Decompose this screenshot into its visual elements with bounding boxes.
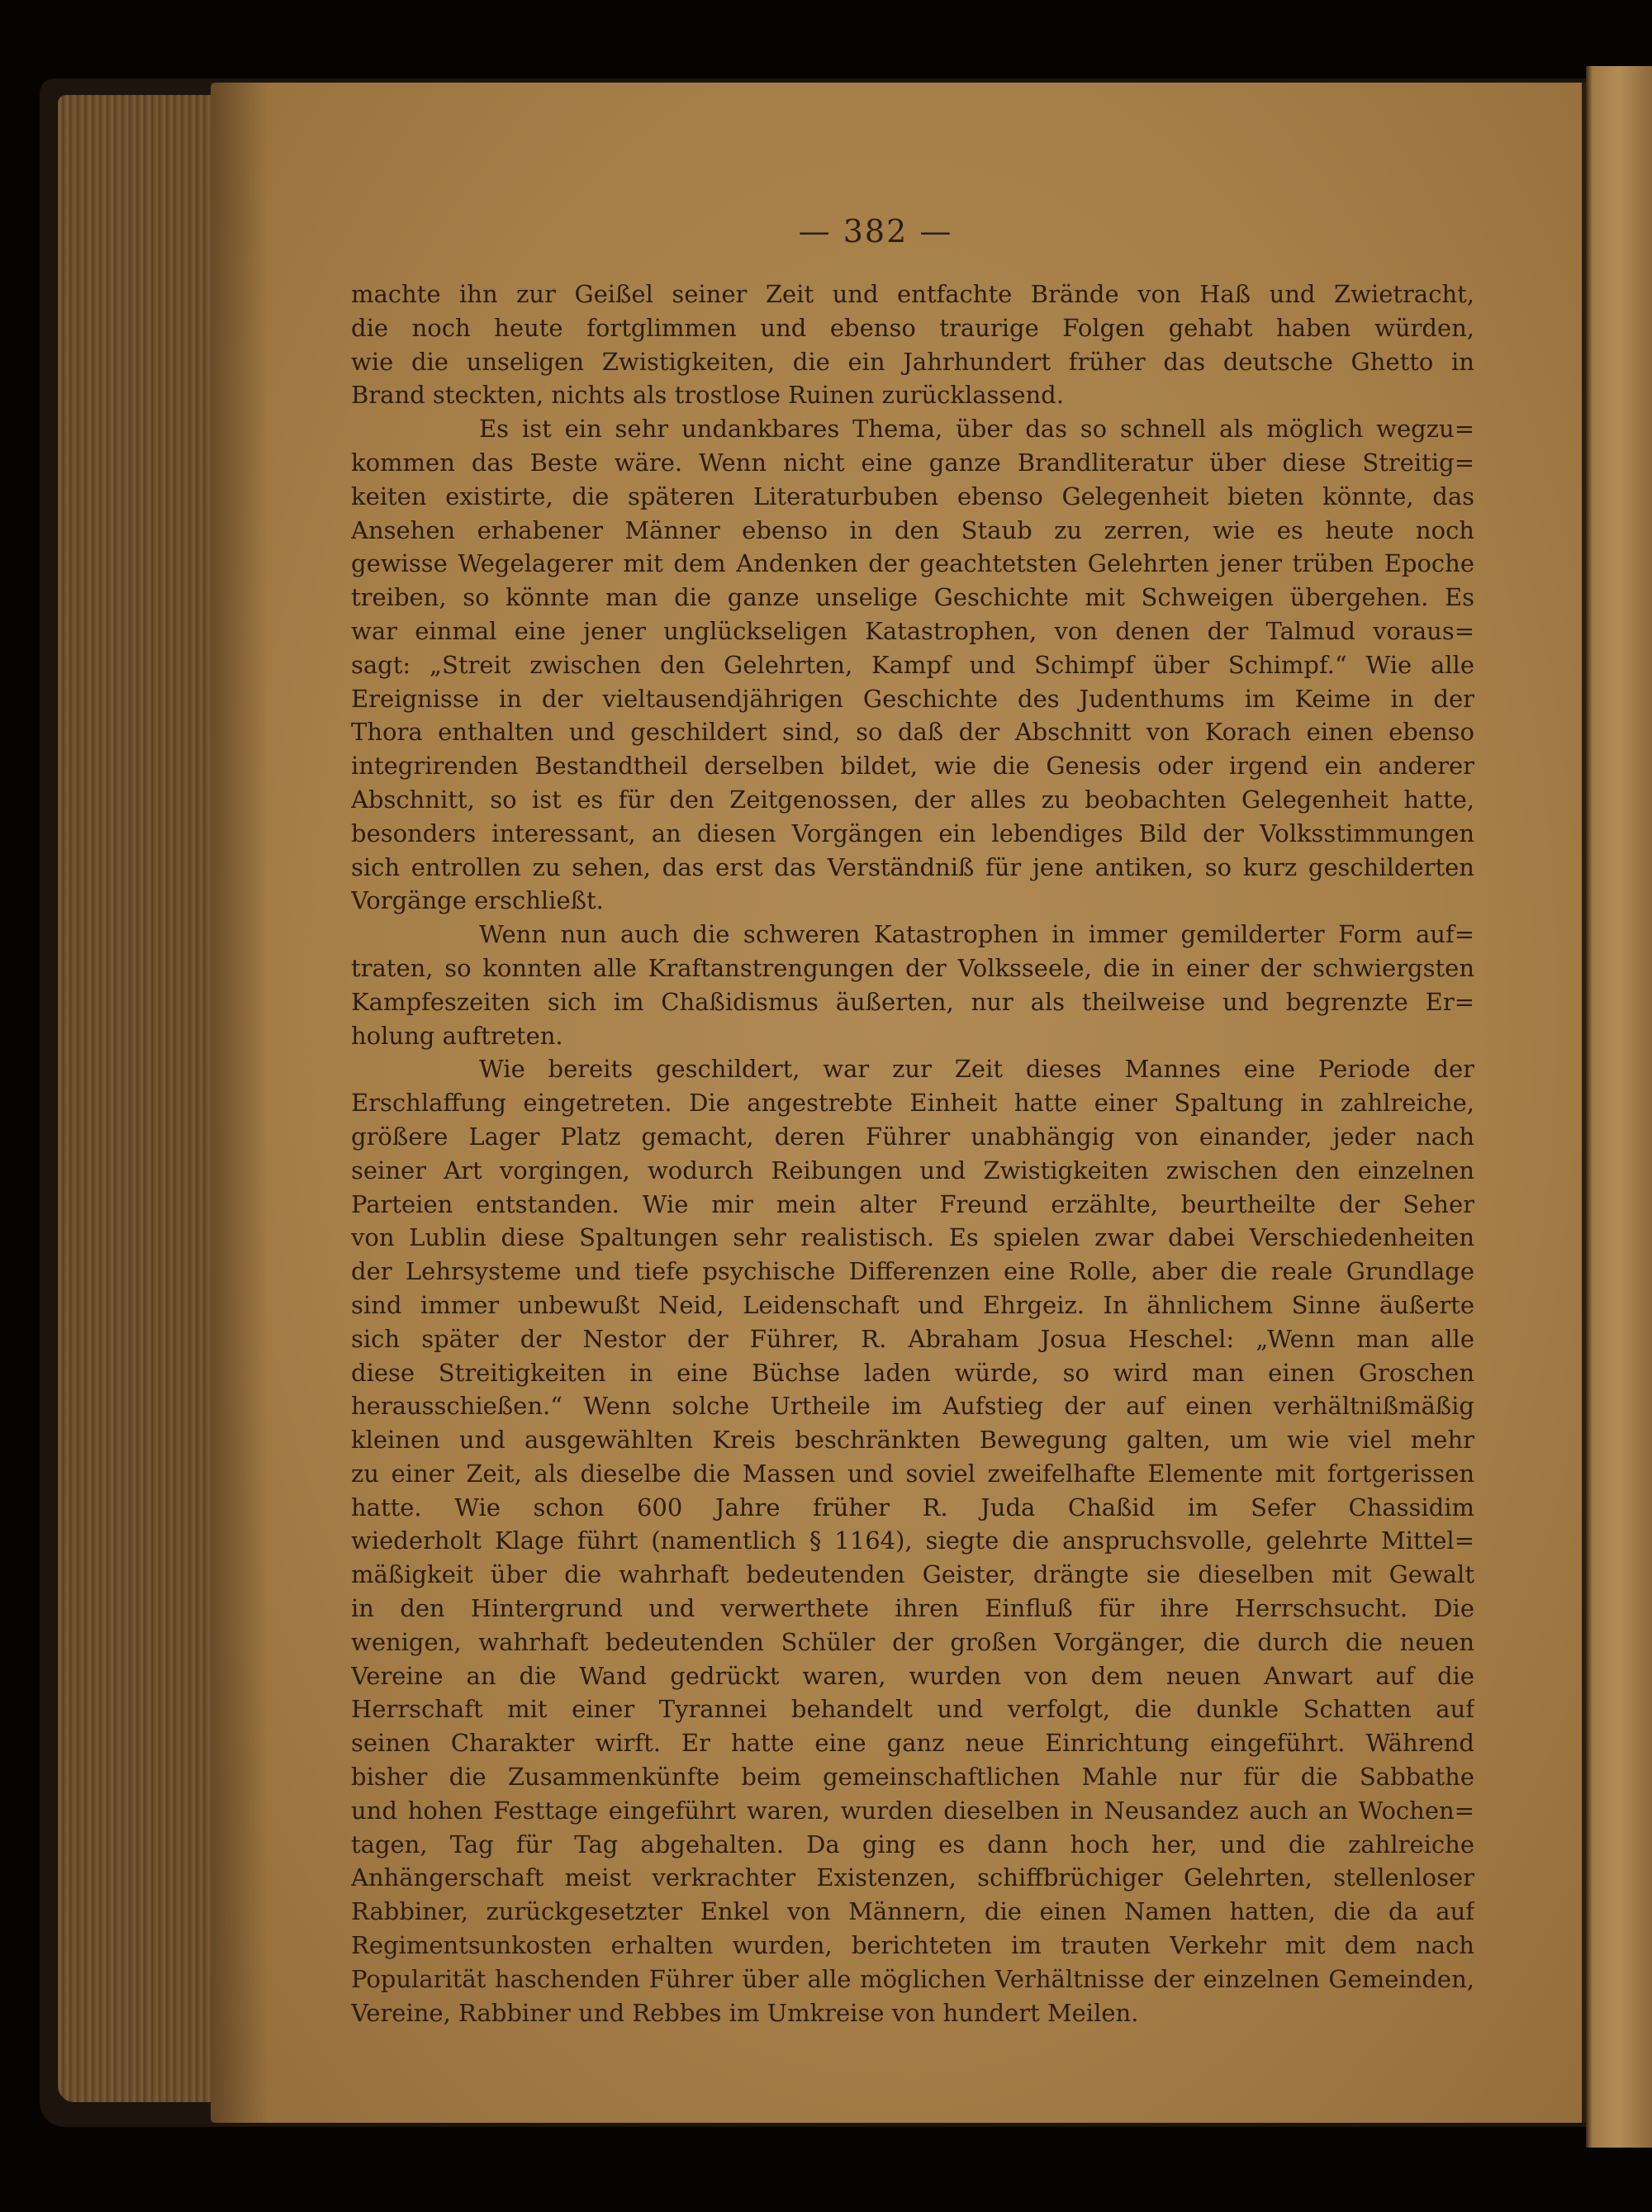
text-line: Popularität haschenden Führer über alle möglichen Verhältnisse der einzelnen Gemeinden, — [351, 1964, 1474, 1993]
text-line: kommen das Beste wäre. Wenn nicht eine ganze Brandliteratur über diese Streitig= — [351, 448, 1474, 477]
text-line: wiederholt Klage führt (namentlich § 1164), siegte die anspruchsvolle, gelehrte Mittel= — [351, 1526, 1474, 1555]
text-line: Wenn nun auch die schweren Katastrophen in immer gemilderter Form auf= — [479, 920, 1474, 949]
text-line: Ereignisse in der vieltausendjährigen Geschichte des Judenthums im Keime in der — [351, 684, 1474, 713]
text-line: kleinen und ausgewählten Kreis beschränkten Bewegung galten, um wie viel mehr — [351, 1426, 1474, 1455]
text-line: die noch heute fortglimmen und ebenso traurige Folgen gehabt haben würden, — [351, 313, 1474, 342]
text-line: machte ihn zur Geißel seiner Zeit und entfachte Brände von Haß und Zwietracht, — [351, 280, 1474, 308]
paragraph — [351, 918, 1474, 1052]
text-line: Vereine, Rabbiner und Rebbes im Umkreise von hundert Meilen. — [351, 1998, 1139, 2027]
text-line: Abschnitt, so ist es für den Zeitgenossen, der alles zu beobachten Gelegenheit hatte, — [351, 785, 1474, 814]
text-line: der Lehrsysteme und tiefe psychische Differenzen eine Rolle, aber die reale Grundlage — [351, 1257, 1474, 1286]
text-line: von Lublin diese Spaltungen sehr realistisch. Es spielen zwar dabei Verschiedenheiten — [351, 1223, 1474, 1252]
paragraph — [351, 412, 1474, 918]
text-line: traten, so konnten alle Kraftanstrengungen der Volksseele, die in einer der schwiergsten — [351, 953, 1474, 982]
text-line: Vorgänge erschließt. — [351, 886, 604, 915]
text-line: keiten existirte, die späteren Literaturbuben ebenso Gelegenheit bieten könnte, das — [351, 482, 1474, 510]
body-text — [351, 278, 1474, 2029]
text-line: Kampfeszeiten sich im Chaßidismus äußerten, nur als theilweise und begrenzte Er= — [351, 987, 1474, 1016]
text-line: und hohen Festtage eingeführt waren, wurden dieselben in Neusandez auch an Wochen= — [351, 1796, 1474, 1825]
text-line: sich später der Nestor der Führer, R. Abraham Josua Heschel: „Wenn man alle — [351, 1324, 1474, 1353]
text-line: integrirenden Bestandtheil derselben bildet, wie die Genesis oder irgend ein anderer — [351, 752, 1474, 781]
text-line: Regimentsunkosten erhalten wurden, berichteten im trauten Verkehr mit dem nach — [351, 1931, 1474, 1960]
text-line: wie die unseligen Zwistigkeiten, die ein Jahrhundert früher das deutsche Ghetto in — [351, 347, 1474, 376]
text-line: sagt: „Streit zwischen den Gelehrten, Kampf und Schimpf über Schimpf.“ Wie alle — [351, 650, 1474, 679]
text-line: besonders interessant, an diesen Vorgängen ein lebendiges Bild der Volksstimmungen — [351, 819, 1474, 847]
text-line: in den Hintergrund und verwerthete ihren Einfluß für ihre Herrschsucht. Die — [351, 1594, 1474, 1623]
text-line: tagen, Tag für Tag abgehalten. Da ging es dann hoch her, und die zahlreiche — [351, 1830, 1474, 1858]
text-line: Thora enthalten und geschildert sind, so daß der Abschnitt von Korach einen ebenso — [351, 718, 1474, 747]
paragraph — [351, 1052, 1474, 2029]
text-line: gewisse Wegelagerer mit dem Andenken der geachtetsten Gelehrten jener trüben Epoche — [351, 549, 1474, 578]
text-line: treiben, so könnte man die ganze unselige Geschichte mit Schweigen übergehen. Es — [351, 583, 1474, 612]
facing-page-edge — [1586, 66, 1652, 2148]
text-line: zu einer Zeit, als dieselbe die Massen und soviel zweifelhafte Elemente mit fortgerissen — [351, 1459, 1474, 1488]
text-line: Herrschaft mit einer Tyrannei behandelt und verfolgt, die dunkle Schatten auf — [351, 1695, 1474, 1724]
text-line: seinen Charakter wirft. Er hatte eine ganz neue Einrichtung eingeführt. Während — [351, 1729, 1474, 1758]
page-shadow — [211, 83, 268, 2123]
text-line: Rabbiner, zurückgesetzter Enkel von Männern, die einen Namen hatten, die da auf — [351, 1897, 1474, 1926]
paragraph — [351, 278, 1474, 412]
text-line: Es ist ein sehr undankbares Thema, über das so schnell als möglich wegzu= — [479, 415, 1474, 444]
text-line: Parteien entstanden. Wie mir mein alter Freund erzählte, beurtheilte der Seher — [351, 1189, 1474, 1218]
text-line: war einmal eine jener unglückseligen Katastrophen, von denen der Talmud voraus= — [351, 616, 1474, 645]
text-line: diese Streitigkeiten in eine Büchse laden würde, so wird man einen Groschen — [351, 1358, 1474, 1387]
text-line: bisher die Zusammenkünfte beim gemeinschaftlichen Mahle nur für die Sabbathe — [351, 1763, 1474, 1792]
text-line: holung auftreten. — [351, 1021, 563, 1050]
text-line: hatte. Wie schon 600 Jahre früher R. Juda Chaßid im Sefer Chassidim — [351, 1493, 1474, 1521]
text-line: Brand steckten, nichts als trostlose Ruinen zurücklassend. — [351, 381, 1064, 410]
text-line: herausschießen.“ Wenn solche Urtheile im Aufstieg der auf einen verhältnißmäßig — [351, 1392, 1474, 1421]
text-line: Wie bereits geschildert, war zur Zeit dieses Mannes eine Periode der — [479, 1055, 1474, 1084]
text-line: seiner Art vorgingen, wodurch Reibungen und Zwistigkeiten zwischen den einzelnen — [351, 1156, 1474, 1184]
text-line: Vereine an die Wand gedrückt waren, wurden von dem neuen Anwart auf die — [351, 1661, 1474, 1690]
text-line: sich entrollen zu sehen, das erst das Verständniß für jene antiken, so kurz geschilderten — [351, 852, 1474, 881]
text-line: wenigen, wahrhaft bedeutenden Schüler der großen Vorgänger, die durch die neuen — [351, 1627, 1474, 1656]
text-line: Erschlaffung eingetreten. Die angestrebte Einheit hatte einer Spaltung in zahlreiche, — [351, 1089, 1474, 1118]
page-number: — 382 — — [798, 213, 953, 249]
text-line: sind immer unbewußt Neid, Leidenschaft und Ehrgeiz. In ähnlichem Sinne äußerte — [351, 1290, 1474, 1319]
text-line: Anhängerschaft meist verkrachter Existenzen, schiffbrüchiger Gelehrten, stellenloser — [351, 1863, 1474, 1892]
text-line: Ansehen erhabener Männer ebenso in den Staub zu zerren, wie es heute noch — [351, 515, 1474, 544]
text-line: größere Lager Platz gemacht, deren Führer unabhängig von einander, jeder nach — [351, 1122, 1474, 1151]
text-line: mäßigkeit über die wahrhaft bedeutenden Geister, drängte sie dieselben mit Gewalt — [351, 1560, 1474, 1589]
